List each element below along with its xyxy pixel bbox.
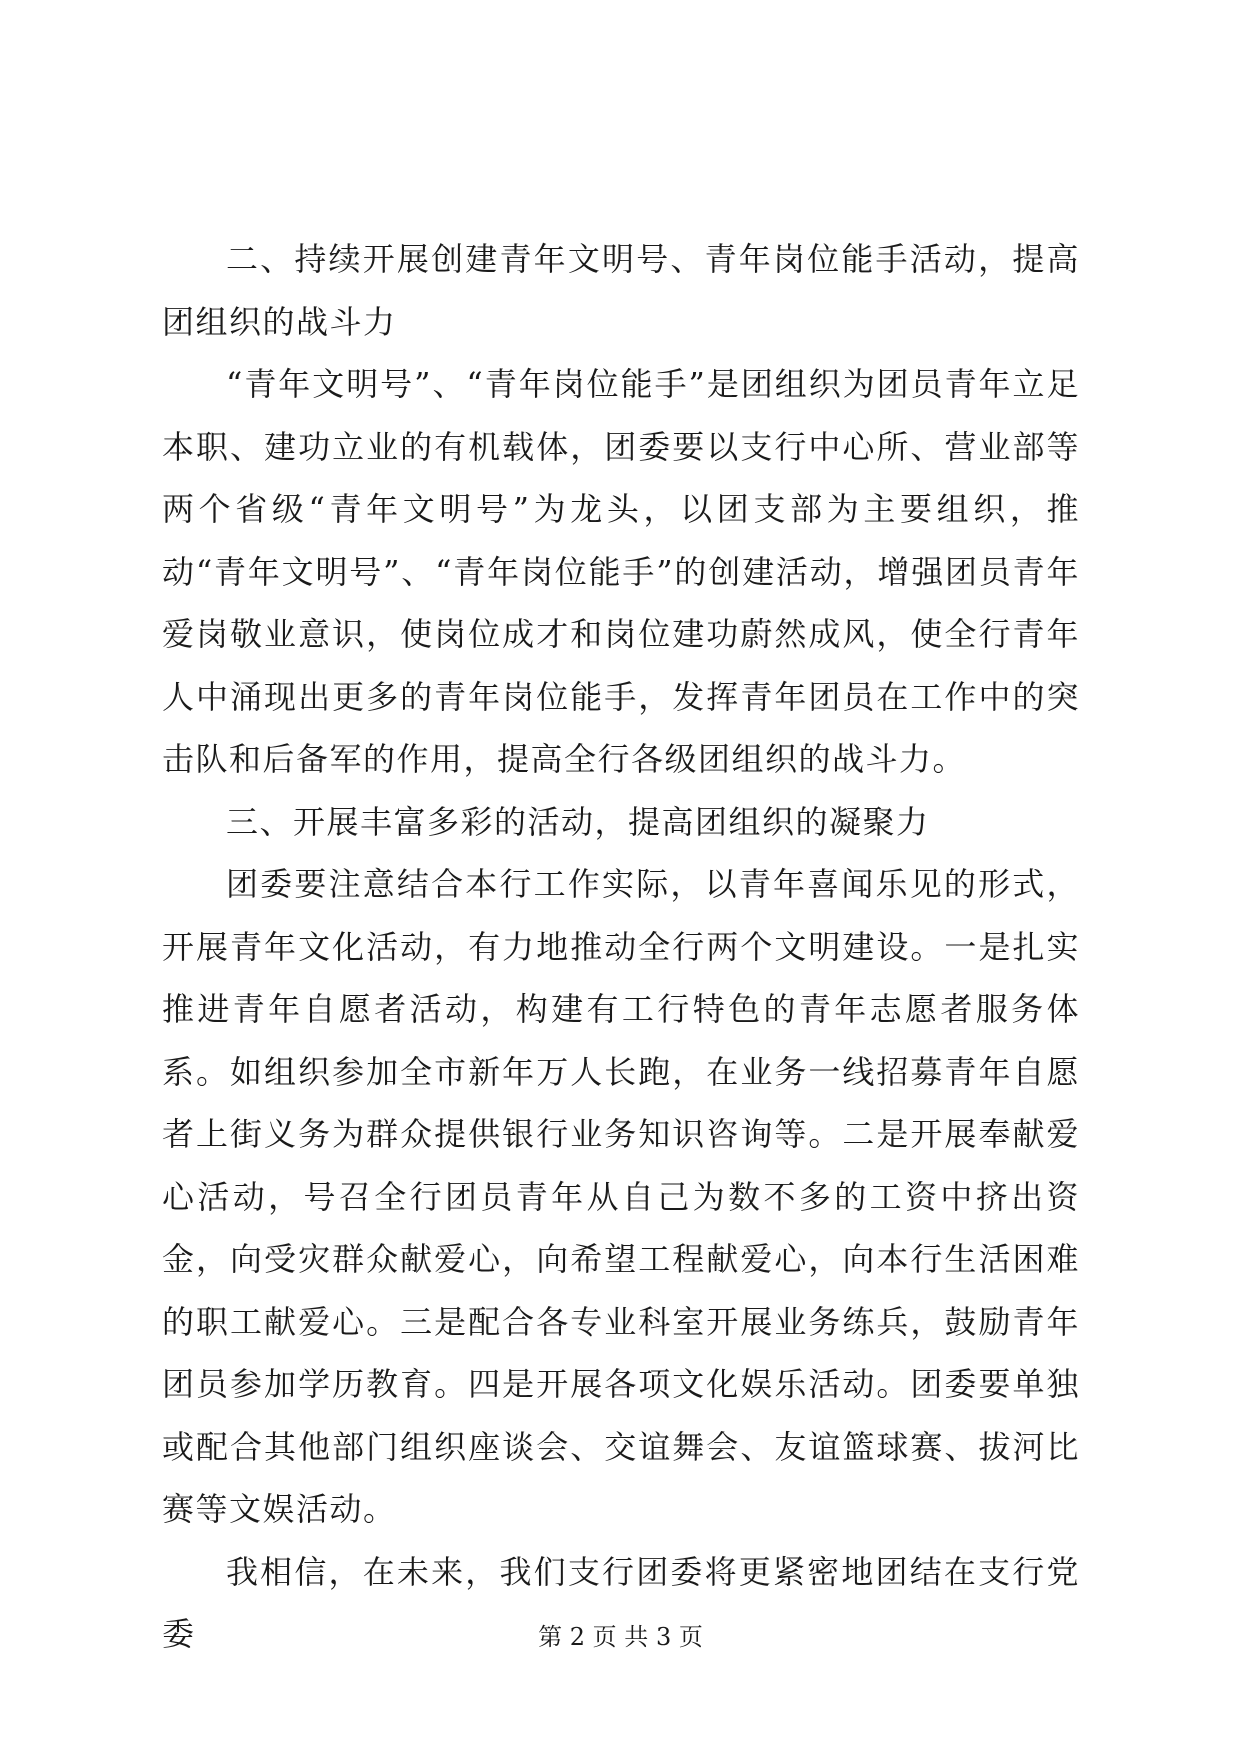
page-footer: 第 2 页 共 3 页 xyxy=(538,1623,703,1651)
section-heading-3: 三、开展丰富多彩的活动，提高团组织的凝聚力 xyxy=(226,802,930,841)
document-body xyxy=(162,228,1080,1666)
body-paragraph: 我相信，在未来，我们支行团委将更紧密地团结在支行党委 xyxy=(162,1552,1080,1653)
body-paragraph: 团委要注意结合本行工作实际，以青年喜闻乐见的形式，开展青年文化活动，有力地推动全行两个文明建设。一是扎实推进青年自愿者活动，构建有工行特色的青年志愿者服务体系。如组织参加全市新年万人长跑，在业务一线招募青年自愿者上街义务为群众提供银行业务知识咨询等。二是开展奉献爱心活动，号召全行团员青年从自己为数不多的工资中挤出资金，向受灾群众献爱心，向希望工程献爱心，向本行生活困难的职工献爱心。三是配合各专业科室开展业务练兵，鼓励青年团员参加学历教育。四是开展各项文化娱乐活动。团委要单独或配合其他部门组织座谈会、交谊舞会、友谊篮球赛、拔河比赛等文娱活动。 xyxy=(162,865,1080,1528)
section-heading-2: 二、持续开展创建青年文明号、青年岗位能手活动，提高团组织的战斗力 xyxy=(162,240,1080,341)
body-paragraph: “青年文明号”、“青年岗位能手”是团组织为团员青年立足本职、建功立业的有机载体，团委要以支行中心所、营业部等两个省级“青年文明号”为龙头，以团支部为主要组织，推动“青年文明号”、“青年岗位能手”的创建活动，增强团员青年爱岗敬业意识，使岗位成才和岗位建功蔚然成风，使全行青年人中涌现出更多的青年岗位能手，发挥青年团员在工作中的突击队和后备军的作用，提高全行各级团组织的战斗力。 xyxy=(162,365,1080,778)
